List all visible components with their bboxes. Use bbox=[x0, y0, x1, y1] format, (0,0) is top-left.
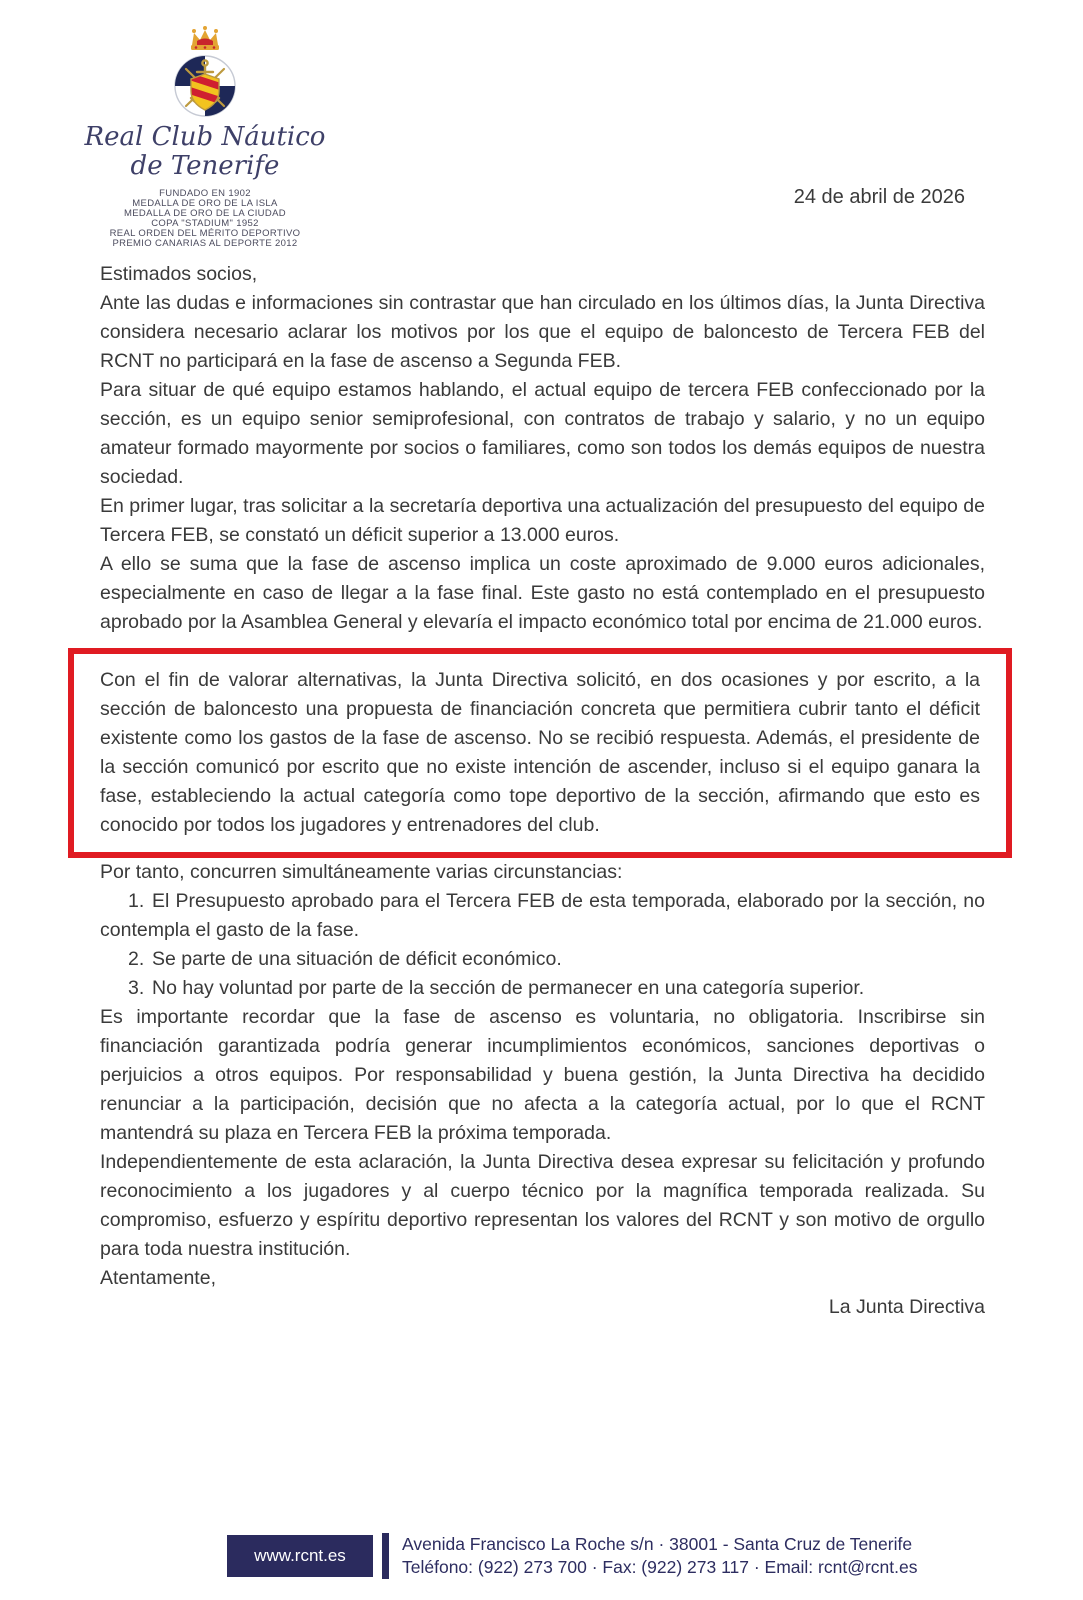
list-item-text: Se parte de una situación de déficit económico. bbox=[152, 948, 562, 970]
list-item bbox=[100, 974, 985, 1003]
club-name-line2: de Tenerife bbox=[130, 151, 280, 181]
list-item-number: 2. bbox=[128, 948, 145, 970]
website-label: www.rcnt.es bbox=[254, 1546, 346, 1565]
honor-line: FUNDADO EN 1902 bbox=[159, 188, 251, 199]
list-intro: Por tanto, concurren simultáneamente varias circunstancias: bbox=[100, 861, 623, 883]
contact-line: Teléfono: (922) 273 700 · Fax: (922) 273 117 · Email: rcnt@rcnt.es bbox=[402, 1557, 918, 1577]
paragraph: Ante las dudas e informaciones sin contrastar que han circulado en los últimos días, la Junta Directiva considera necesario aclarar los motivos por los que el equipo de baloncesto de Tercera FEB del RCNT no participará en la fase de ascenso a Segunda FEB. bbox=[100, 292, 985, 372]
address-line: Avenida Francisco La Roche s/n · 38001 - Santa Cruz de Tenerife bbox=[402, 1534, 913, 1554]
letter-date: 24 de abril de 2026 bbox=[793, 186, 965, 208]
list-item-text: No hay voluntad por parte de la sección de permanecer en una categoría superior. bbox=[152, 977, 865, 999]
list-item-number: 3. bbox=[128, 977, 145, 999]
honor-line: MEDALLA DE ORO DE LA CIUDAD bbox=[123, 208, 287, 219]
honor-line: MEDALLA DE ORO DE LA ISLA bbox=[132, 198, 278, 209]
signature: La Junta Directiva bbox=[828, 1296, 985, 1318]
paragraph: Para situar de qué equipo estamos hablando, el actual equipo de tercera FEB confeccionado por la sección, es un equipo senior semiprofesional, con contratos de trabajo y salario, y no un equipo amateur formado mayormente por socios o familiares, como son todos los demás equipos de nuestra sociedad. bbox=[100, 379, 985, 488]
paragraph: A ello se suma que la fase de ascenso implica un coste aproximado de 9.000 euros adicionales, especialmente en caso de llegar a la fase final. Este gasto no está contemplado en el presupuesto aprobado por la Asamblea General y elevaría el impacto económico total por encima de 21.000 euros. bbox=[100, 553, 985, 633]
greeting: Estimados socios, bbox=[100, 263, 258, 285]
website-badge[interactable] bbox=[227, 1535, 373, 1577]
honor-line: REAL ORDEN DEL MÉRITO DEPORTIVO bbox=[109, 228, 301, 239]
club-honors-list bbox=[80, 189, 330, 249]
list-item bbox=[100, 945, 985, 974]
paragraph: Independientemente de esta aclaración, la Junta Directiva desea expresar su felicitación y profundo reconocimiento a los jugadores y al cuerpo técnico por la magnífica temporada realizada. Su compromiso, esfuerzo y espíritu deportivo representan los valores del RCNT y son motivo de orgullo para toda nuestra institución. bbox=[100, 1151, 985, 1260]
club-crest-icon bbox=[155, 22, 255, 122]
paragraph: Es importante recordar que la fase de ascenso es voluntaria, no obligatoria. Inscribirse sin financiación garantizada podría generar incumplimientos económicos, sanciones deportivas o perjuicios a otros equipos. Por responsabilidad y buena gestión, la Junta Directiva ha decidido renunciar a la participación, decisión que no afecta a la categoría actual, por lo que el RCNT mantendrá su plaza en Tercera FEB la próxima temporada. bbox=[100, 1006, 985, 1144]
list-item-text: El Presupuesto aprobado para el Tercera FEB de esta temporada, elaborado por la sección, no contempla el gasto de la fase. bbox=[100, 890, 985, 941]
letter-body bbox=[100, 260, 985, 1322]
footer bbox=[227, 1533, 917, 1579]
highlighted-paragraph: Con el fin de valorar alternativas, la Junta Directiva solicitó, en dos ocasiones y por escrito, a la sección de baloncesto una propuesta de financiación concreta que permitiera cubrir tanto el déficit existente como los gastos de la fase de ascenso. No se recibió respuesta. Además, el presidente de la sección comunicó por escrito que no existe intención de ascender, incluso si el equipo ganara la fase, estableciendo la actual categoría como tope deportivo de la sección, afirmando que esto es conocido por todos los jugadores y entrenadores del club. bbox=[100, 669, 980, 836]
list-item bbox=[100, 887, 985, 945]
paragraph: En primer lugar, tras solicitar a la secretaría deportiva una actualización del presupuesto del equipo de Tercera FEB, se constató un déficit superior a 13.000 euros. bbox=[100, 495, 985, 546]
club-name-line1: Real Club Náutico bbox=[84, 122, 326, 152]
honor-line: PREMIO CANARIAS AL DEPORTE 2012 bbox=[112, 238, 298, 249]
footer-divider bbox=[382, 1533, 389, 1579]
club-logo-block bbox=[80, 22, 330, 249]
list-item-number: 1. bbox=[128, 890, 145, 912]
highlight-red-box bbox=[68, 648, 1012, 858]
honor-line: COPA "STADIUM" 1952 bbox=[151, 218, 259, 229]
closing: Atentamente, bbox=[100, 1267, 216, 1289]
